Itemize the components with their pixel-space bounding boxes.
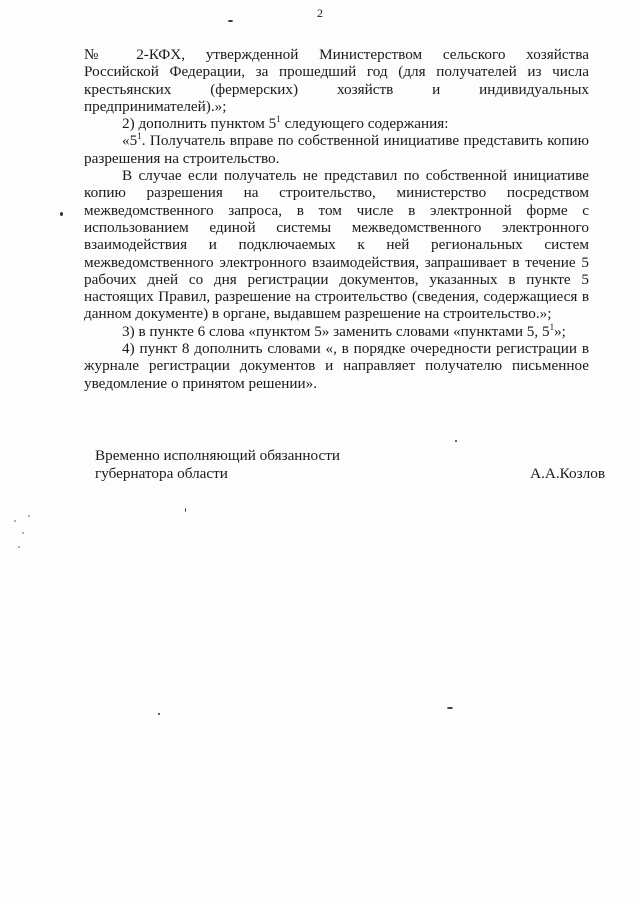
scan-speck	[158, 713, 160, 715]
paragraph-5: 3) в пункте 6 слова «пунктом 5» заменить словами «пунктами 5, $5^1$»;	[122, 321, 566, 340]
scan-speck	[28, 515, 30, 517]
scan-speck	[60, 212, 63, 216]
scan-speck	[228, 20, 233, 22]
document-body	[84, 46, 589, 392]
scan-speck	[455, 440, 457, 442]
paragraph-1-line-1: № 2-КФХ, утвержденной Министерством сельского хозяйства	[84, 46, 589, 63]
scan-speck	[18, 546, 20, 548]
scan-speck	[447, 707, 453, 709]
signature-block	[95, 447, 605, 482]
scan-speck	[185, 508, 186, 512]
paragraph-2: 2) дополнить пунктом $5^1$ следующего содержания:	[122, 114, 449, 133]
page-number: 2	[317, 6, 323, 20]
scan-speck	[22, 532, 24, 534]
scan-speck	[14, 520, 16, 522]
paragraph-3: «$5^1$. Получатель вправе по собственной инициативе представить копию разрешения на строительство.	[84, 131, 589, 167]
paragraph-4: В случае если получатель не представил по собственной инициативе копию разрешения на строительство, министерство посредством межведомственного запроса, в том числе в электронной форме с использованием единой системы межведомственного электронного взаимодействия и подключаемых к ней региональных систем межведомственного электронного взаимодействия, запрашивает в течение 5 рабочих дней со дня регистрации документов, указанных в пункте 5 настоящих Правил, разрешение на строительство (сведения, содержащиеся в данном документе) в органе, выдавшем разрешение на строительство.»;	[84, 167, 589, 323]
signatory-name: А.А.Козлов	[530, 464, 605, 482]
paragraph-1-rest: Российской Федерации, за прошедший год (для получателей из числа крестьянских (фермерских) хозяйств и индивидуальных предпринимателей).»;	[84, 63, 589, 115]
signatory-title-line-2: губернатора области	[95, 464, 228, 482]
signatory-title-line-1: Временно исполняющий обязанности	[95, 447, 341, 464]
paragraph-6: 4) пункт 8 дополнить словами «, в порядке очередности регистрации в журнале регистрации документов и направляет получателю письменное уведомление о принятом решении».	[84, 340, 589, 392]
